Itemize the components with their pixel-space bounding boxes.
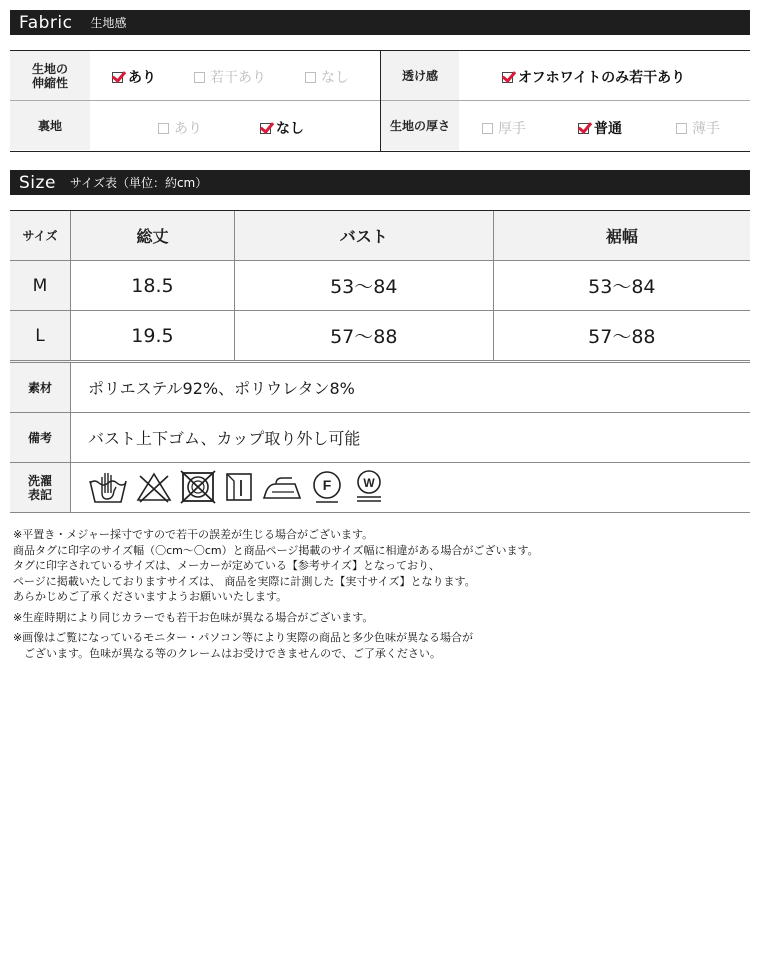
table-header-row	[10, 211, 750, 261]
sheer-label: 透け感	[381, 51, 459, 100]
hem-cell: 53〜84	[493, 261, 750, 311]
lining-label: 裏地	[10, 101, 90, 150]
note-line: あらかじめご了承くださいますようお願いいたします。	[13, 590, 288, 603]
remarks-label: 備考	[10, 413, 71, 462]
checkbox-empty-icon	[194, 72, 205, 83]
size-table	[10, 210, 750, 363]
sheer-option: オフホワイトのみ若干あり	[502, 67, 685, 87]
material-value: ポリエステル92%、ポリウレタン8%	[88, 379, 355, 398]
checkbox-empty-icon	[676, 123, 687, 134]
thickness-option-thin: 薄手	[676, 118, 720, 138]
size-subtitle: サイズ表（単位：約cm）	[69, 176, 208, 190]
notes	[13, 527, 539, 661]
no-bleach-icon	[136, 470, 172, 504]
bust-cell: 53〜84	[234, 261, 493, 311]
stretch-label: 生地の 伸縮性	[10, 51, 90, 100]
thickness-option-thick: 厚手	[482, 118, 526, 138]
wet-clean-w-icon	[352, 469, 386, 505]
table-row	[10, 311, 750, 362]
note-line: ございます。色味が異なる等のクレームはお受けできませんので、ご了承ください。	[13, 646, 441, 660]
checkbox-checked-icon	[112, 72, 123, 83]
column-header: バスト	[234, 211, 493, 261]
column-header: 総丈	[71, 211, 235, 261]
material-label: 素材	[10, 363, 71, 412]
no-tumble-dry-icon	[180, 470, 216, 504]
svg-text:F: F	[322, 477, 332, 493]
fabric-section-header	[10, 10, 750, 35]
fabric-grid	[10, 50, 750, 152]
fabric-title: Fabric	[19, 12, 73, 33]
fabric-subtitle: 生地感	[90, 16, 127, 30]
checkbox-checked-icon	[578, 123, 589, 134]
length-cell: 18.5	[71, 261, 235, 311]
table-row	[10, 261, 750, 311]
note-line: ※画像はご覧になっているモニター・パソコン等により実際の商品と多少色味が異なる場合が	[13, 631, 473, 644]
column-header: 裾幅	[493, 211, 750, 261]
remarks-value: バスト上下ゴム、カップ取り外し可能	[88, 429, 361, 448]
bust-cell: 57〜88	[234, 311, 493, 362]
length-cell: 19.5	[71, 311, 235, 362]
hand-wash-icon	[88, 469, 128, 505]
stretch-option-yes: あり	[112, 67, 156, 87]
care-label: 洗濯 表記	[10, 463, 71, 512]
care-row	[10, 463, 750, 513]
note-line: ページに掲載いたしておりますサイズは、 商品を実際に計測した【実寸サイズ】となります。	[13, 574, 476, 588]
note-line: ※生産時期により同じカラーでも若干お色味が異なる場合がございます。	[13, 610, 374, 624]
thickness-label: 生地の厚さ	[381, 101, 459, 150]
stretch-option-none: なし	[305, 67, 349, 87]
dry-clean-f-icon	[310, 470, 344, 504]
note-line: タグに印字されているサイズは、メーカーが定めている【参考サイズ】となっており、	[13, 559, 441, 572]
remarks-row	[10, 413, 750, 463]
checkbox-checked-icon	[260, 123, 271, 134]
thickness-option-normal: 普通	[578, 118, 622, 138]
checkbox-empty-icon	[158, 123, 169, 134]
size-cell: M	[10, 261, 71, 311]
checkbox-empty-icon	[482, 123, 493, 134]
lining-option-yes: あり	[158, 118, 202, 138]
material-row	[10, 363, 750, 413]
checkbox-empty-icon	[305, 72, 316, 83]
size-cell: L	[10, 311, 71, 362]
note-line: ※平置き・メジャー採寸ですので若干の誤差が生じる場合がございます。	[13, 528, 374, 541]
hem-cell: 57〜88	[493, 311, 750, 362]
note-line: 商品タグに印字のサイズ幅（〇cm〜〇cm）と商品ページ掲載のサイズ幅に相違がある場合がございます。	[13, 543, 539, 557]
lining-option-no: なし	[260, 118, 304, 138]
column-header: サイズ	[10, 211, 71, 261]
line-dry-shade-icon	[224, 470, 254, 504]
svg-text:W: W	[363, 476, 375, 490]
size-section-header	[10, 170, 750, 195]
size-title: Size	[19, 172, 56, 193]
care-icons	[88, 469, 386, 505]
low-iron-icon	[262, 470, 302, 504]
checkbox-checked-icon	[502, 72, 513, 83]
stretch-option-slight: 若干あり	[194, 67, 266, 87]
